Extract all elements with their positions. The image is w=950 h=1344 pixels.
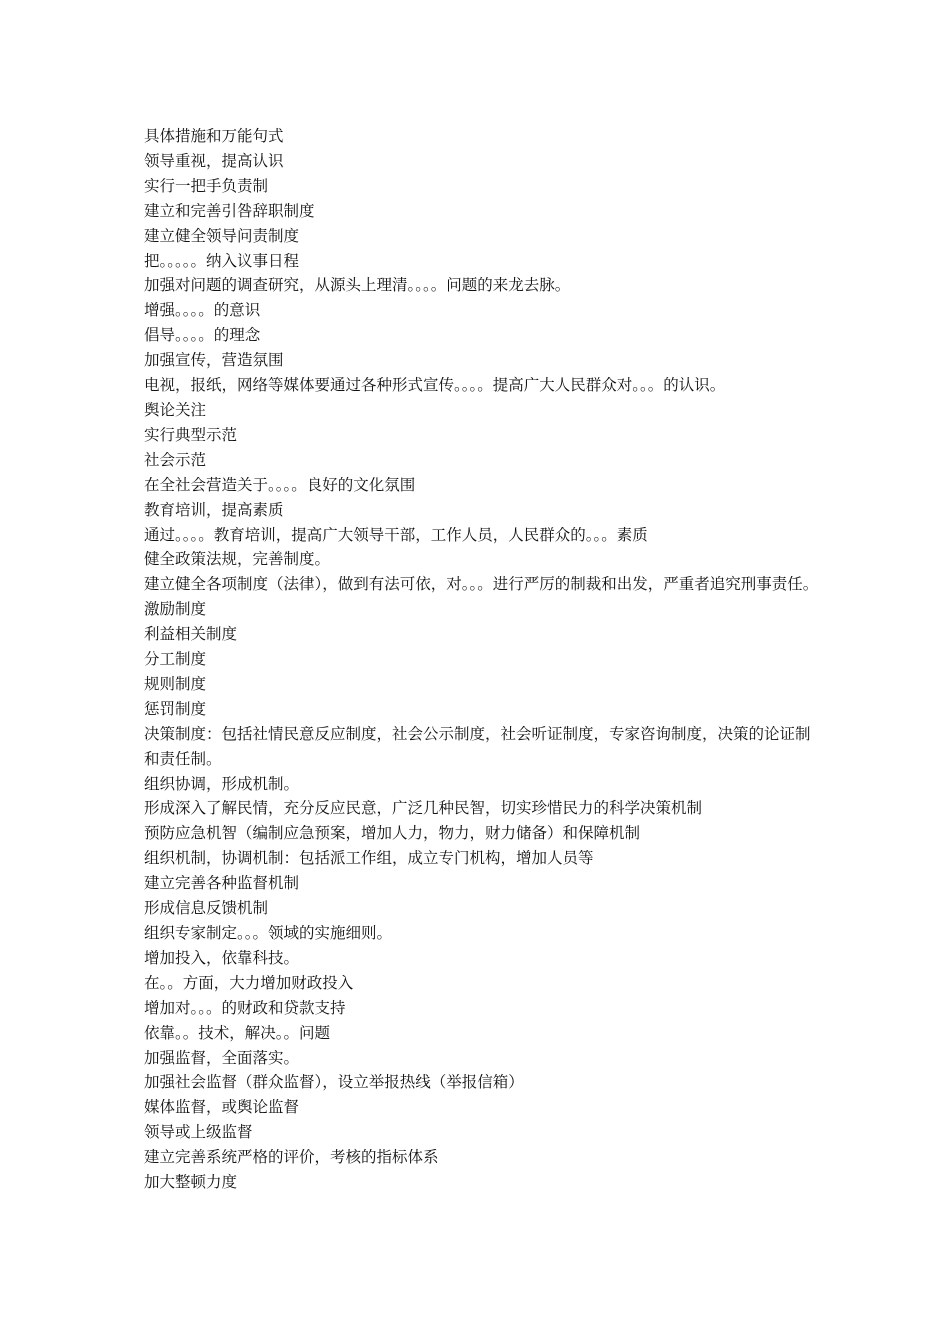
text-line: 利益相关制度 [144,625,238,644]
text-line: 领导重视，提高认识 [144,151,284,170]
text-line: 增强。。。。的意识 [144,301,261,320]
text-line: 建立健全领导问责制度 [144,226,300,245]
text-line: 建立和完善引咎辞职制度 [144,201,315,220]
text-line: 增加对。。。的财政和贷款支持 [144,998,346,1017]
text-line: 加强对问题的调查研究，从源头上理清。。。。问题的来龙去脉。 [144,276,571,295]
text-line: 电视，报纸，网络等媒体要通过各种形式宣传。。。。提高广大人民群众对。。。的认识。 [144,376,726,395]
text-line: 健全政策法规，完善制度。 [144,550,331,569]
text-line: 建立完善各种监督机制 [144,874,300,893]
text-line: 激励制度 [144,600,207,619]
text-line: 领导或上级监督 [144,1123,253,1142]
text-line: 惩罚制度 [144,699,207,718]
text-line: 在全社会营造关于。。。。良好的文化氛围 [144,475,416,494]
text-line: 加强社会监督（群众监督），设立举报热线（举报信箱） [144,1073,524,1092]
text-line: 加大整顿力度 [144,1173,238,1192]
text-line: 组织专家制定。。。领域的实施细则。 [144,924,393,942]
text-line: 通过。。。。教育培训，提高广大领导干部，工作人员，人民群众的。。。素质 [144,525,648,544]
text-line: 媒体监督，或舆论监督 [144,1098,300,1117]
text-line: 组织机制，协调机制：包括派工作组，成立专门机构，增加人员等 [144,849,594,868]
text-line: 规则制度 [144,674,207,693]
text-line: 增加投入，依靠科技。 [144,948,300,967]
text-line: 社会示范 [144,450,207,469]
text-line: 依靠。。技术，解决。。问题 [144,1023,331,1042]
document-title: 具体措施和万能句式 [144,127,284,145]
text-line: 实行一把手负责制 [144,176,269,195]
text-line: 形成信息反馈机制 [144,899,269,918]
text-line: 组织协调，形成机制。 [144,774,300,793]
text-line: 在。。方面，大力增加财政投入 [144,973,354,992]
text-line: 建立完善系统严格的评价，考核的指标体系 [144,1148,439,1167]
text-line: 把。。。。。纳入议事日程 [144,251,300,270]
text-line: 建立健全各项制度（法律），做到有法可依，对。。。进行严厉的制裁和出发，严重者追究刑事责任。 [144,575,819,594]
text-line: 决策制度：包括社情民意反应制度，社会公示制度，社会听证制度，专家咨询制度，决策的论证制和责任制。 [144,724,811,768]
text-line: 教育培训，提高素质 [144,500,284,519]
document-body [144,124,824,1195]
text-line: 预防应急机智（编制应急预案，增加人力，物力，财力储备）和保障机制 [144,824,641,843]
text-line: 倡导。。。。的理念 [144,326,261,345]
text-line: 分工制度 [144,650,207,669]
text-line: 加强监督，全面落实。 [144,1048,300,1067]
text-line: 舆论关注 [144,400,207,419]
text-line: 加强宣传，营造氛围 [144,351,284,370]
text-line: 实行典型示范 [144,425,238,444]
text-line: 形成深入了解民情，充分反应民意，广泛几种民智，切实珍惜民力的科学决策机制 [144,799,703,818]
